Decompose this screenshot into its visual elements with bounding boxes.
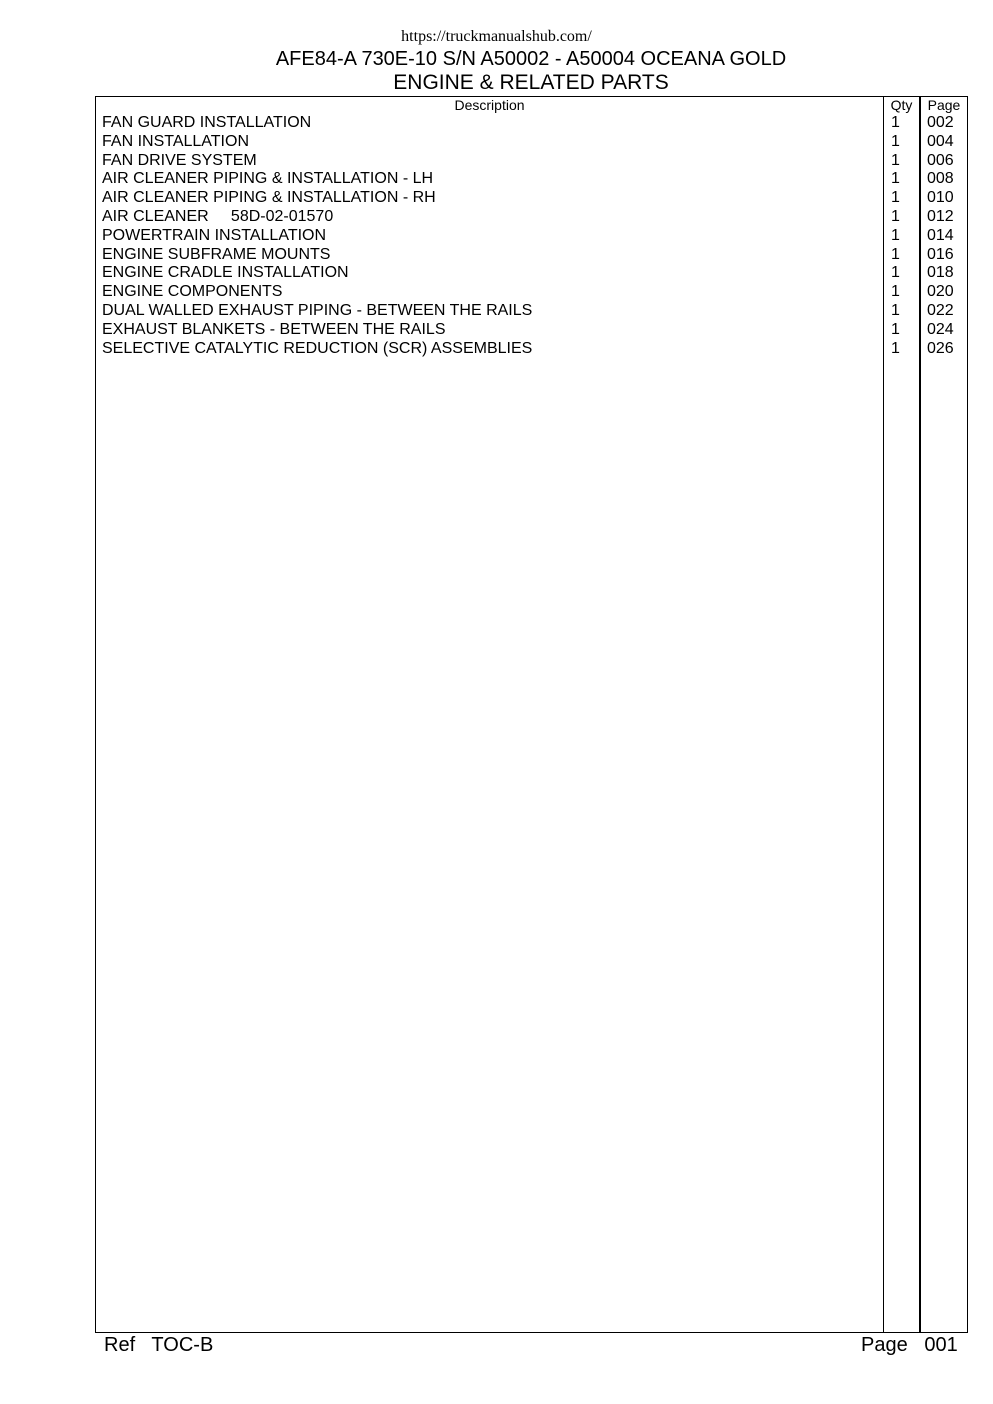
row-qty: 1	[891, 264, 900, 282]
row-description: FAN INSTALLATION	[102, 132, 249, 150]
row-page: 012	[927, 207, 954, 225]
row-page: 022	[927, 301, 954, 319]
footer-page-number: Page 001	[861, 1334, 958, 1356]
table-row[interactable]	[0, 340, 993, 359]
row-page: 024	[927, 320, 954, 338]
row-page: 004	[927, 132, 954, 150]
row-qty: 1	[891, 170, 900, 188]
column-header-description: Description	[454, 97, 525, 113]
row-description: FAN DRIVE SYSTEM	[102, 151, 257, 169]
table-row[interactable]	[0, 246, 993, 265]
table-row[interactable]	[0, 170, 993, 189]
row-page: 014	[927, 226, 954, 244]
table-row[interactable]	[0, 114, 993, 133]
table-row[interactable]	[0, 152, 993, 171]
column-header-qty: Qty	[890, 97, 913, 113]
row-description: DUAL WALLED EXHAUST PIPING - BETWEEN THE RAILS	[102, 301, 533, 319]
row-page: 026	[927, 339, 954, 357]
row-description: AIR CLEANER 58D-02-01570	[102, 207, 334, 225]
row-qty: 1	[891, 283, 900, 301]
row-qty: 1	[891, 226, 900, 244]
row-page: 018	[927, 264, 954, 282]
row-description: ENGINE SUBFRAME MOUNTS	[102, 245, 331, 263]
section-title: ENGINE & RELATED PARTS	[393, 71, 669, 94]
table-row[interactable]	[0, 302, 993, 321]
row-page: 008	[927, 170, 954, 188]
row-description: FAN GUARD INSTALLATION	[102, 114, 312, 131]
row-description: ENGINE COMPONENTS	[102, 283, 283, 301]
source-url: https://truckmanualshub.com/	[401, 28, 592, 45]
row-page: 010	[927, 189, 954, 207]
row-qty: 1	[891, 189, 900, 207]
row-qty: 1	[891, 151, 900, 169]
row-description: SELECTIVE CATALYTIC REDUCTION (SCR) ASSEMBLIES	[102, 339, 533, 357]
row-page: 020	[927, 283, 954, 301]
table-row[interactable]	[0, 283, 993, 302]
table-row[interactable]	[0, 227, 993, 246]
table-row[interactable]	[0, 321, 993, 340]
table-row[interactable]	[0, 208, 993, 227]
table-body	[0, 114, 993, 358]
row-qty: 1	[891, 320, 900, 338]
row-page: 006	[927, 151, 954, 169]
row-qty: 1	[891, 245, 900, 263]
table-row[interactable]	[0, 133, 993, 152]
row-description: EXHAUST BLANKETS - BETWEEN THE RAILS	[102, 320, 446, 338]
document-title: AFE84-A 730E-10 S/N A50002 - A50004 OCEANA GOLD	[275, 48, 787, 70]
footer-ref: Ref TOC-B	[104, 1334, 214, 1356]
row-description: AIR CLEANER PIPING & INSTALLATION - LH	[102, 170, 434, 188]
row-qty: 1	[891, 301, 900, 319]
row-description: POWERTRAIN INSTALLATION	[102, 226, 327, 244]
column-header-page: Page	[927, 97, 961, 113]
row-qty: 1	[891, 114, 900, 131]
row-page: 016	[927, 245, 954, 263]
row-qty: 1	[891, 132, 900, 150]
table-row[interactable]	[0, 264, 993, 283]
row-qty: 1	[891, 207, 900, 225]
row-description: AIR CLEANER PIPING & INSTALLATION - RH	[102, 189, 436, 207]
table-row[interactable]	[0, 189, 993, 208]
row-description: ENGINE CRADLE INSTALLATION	[102, 264, 349, 282]
row-page: 002	[927, 114, 954, 131]
row-qty: 1	[891, 339, 900, 357]
